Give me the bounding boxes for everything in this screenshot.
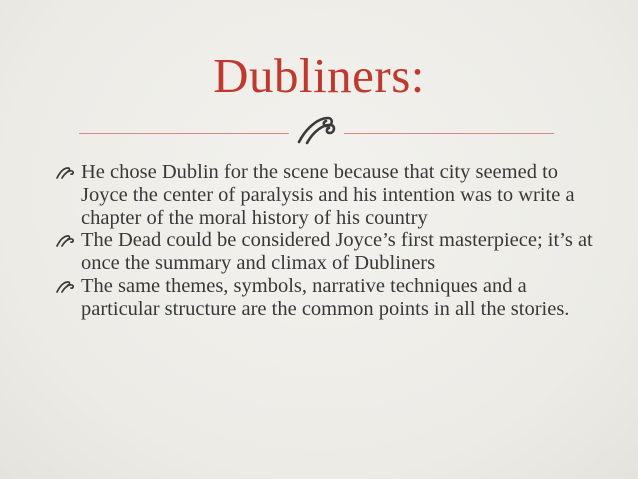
- bullet-text: He chose Dublin for the scene because that city seemed to Joyce the center of paralysis and his intention was to write a chapter of the moral history of his country: [81, 161, 575, 229]
- double-hook-bullet-icon: [56, 280, 75, 293]
- double-swirl-icon: [295, 112, 337, 146]
- double-hook-bullet-icon: [56, 234, 75, 247]
- bullet-list: [55, 161, 600, 321]
- bullet-text: The Dead could be considered Joyce’s first masterpiece; it’s at once the summary and climax of Dubliners: [81, 229, 593, 275]
- double-hook-bullet-icon: [56, 166, 75, 179]
- title-divider-left: [79, 133, 289, 134]
- title-divider-right: [344, 133, 554, 134]
- bullet-text: The same themes, symbols, narrative techniques and a particular structure are the common points in all the stories.: [81, 274, 570, 320]
- bullet-item: [55, 161, 600, 229]
- bullet-item: [55, 275, 600, 321]
- slide-title: Dubliners:: [213, 48, 425, 103]
- bullet-item: [55, 229, 600, 275]
